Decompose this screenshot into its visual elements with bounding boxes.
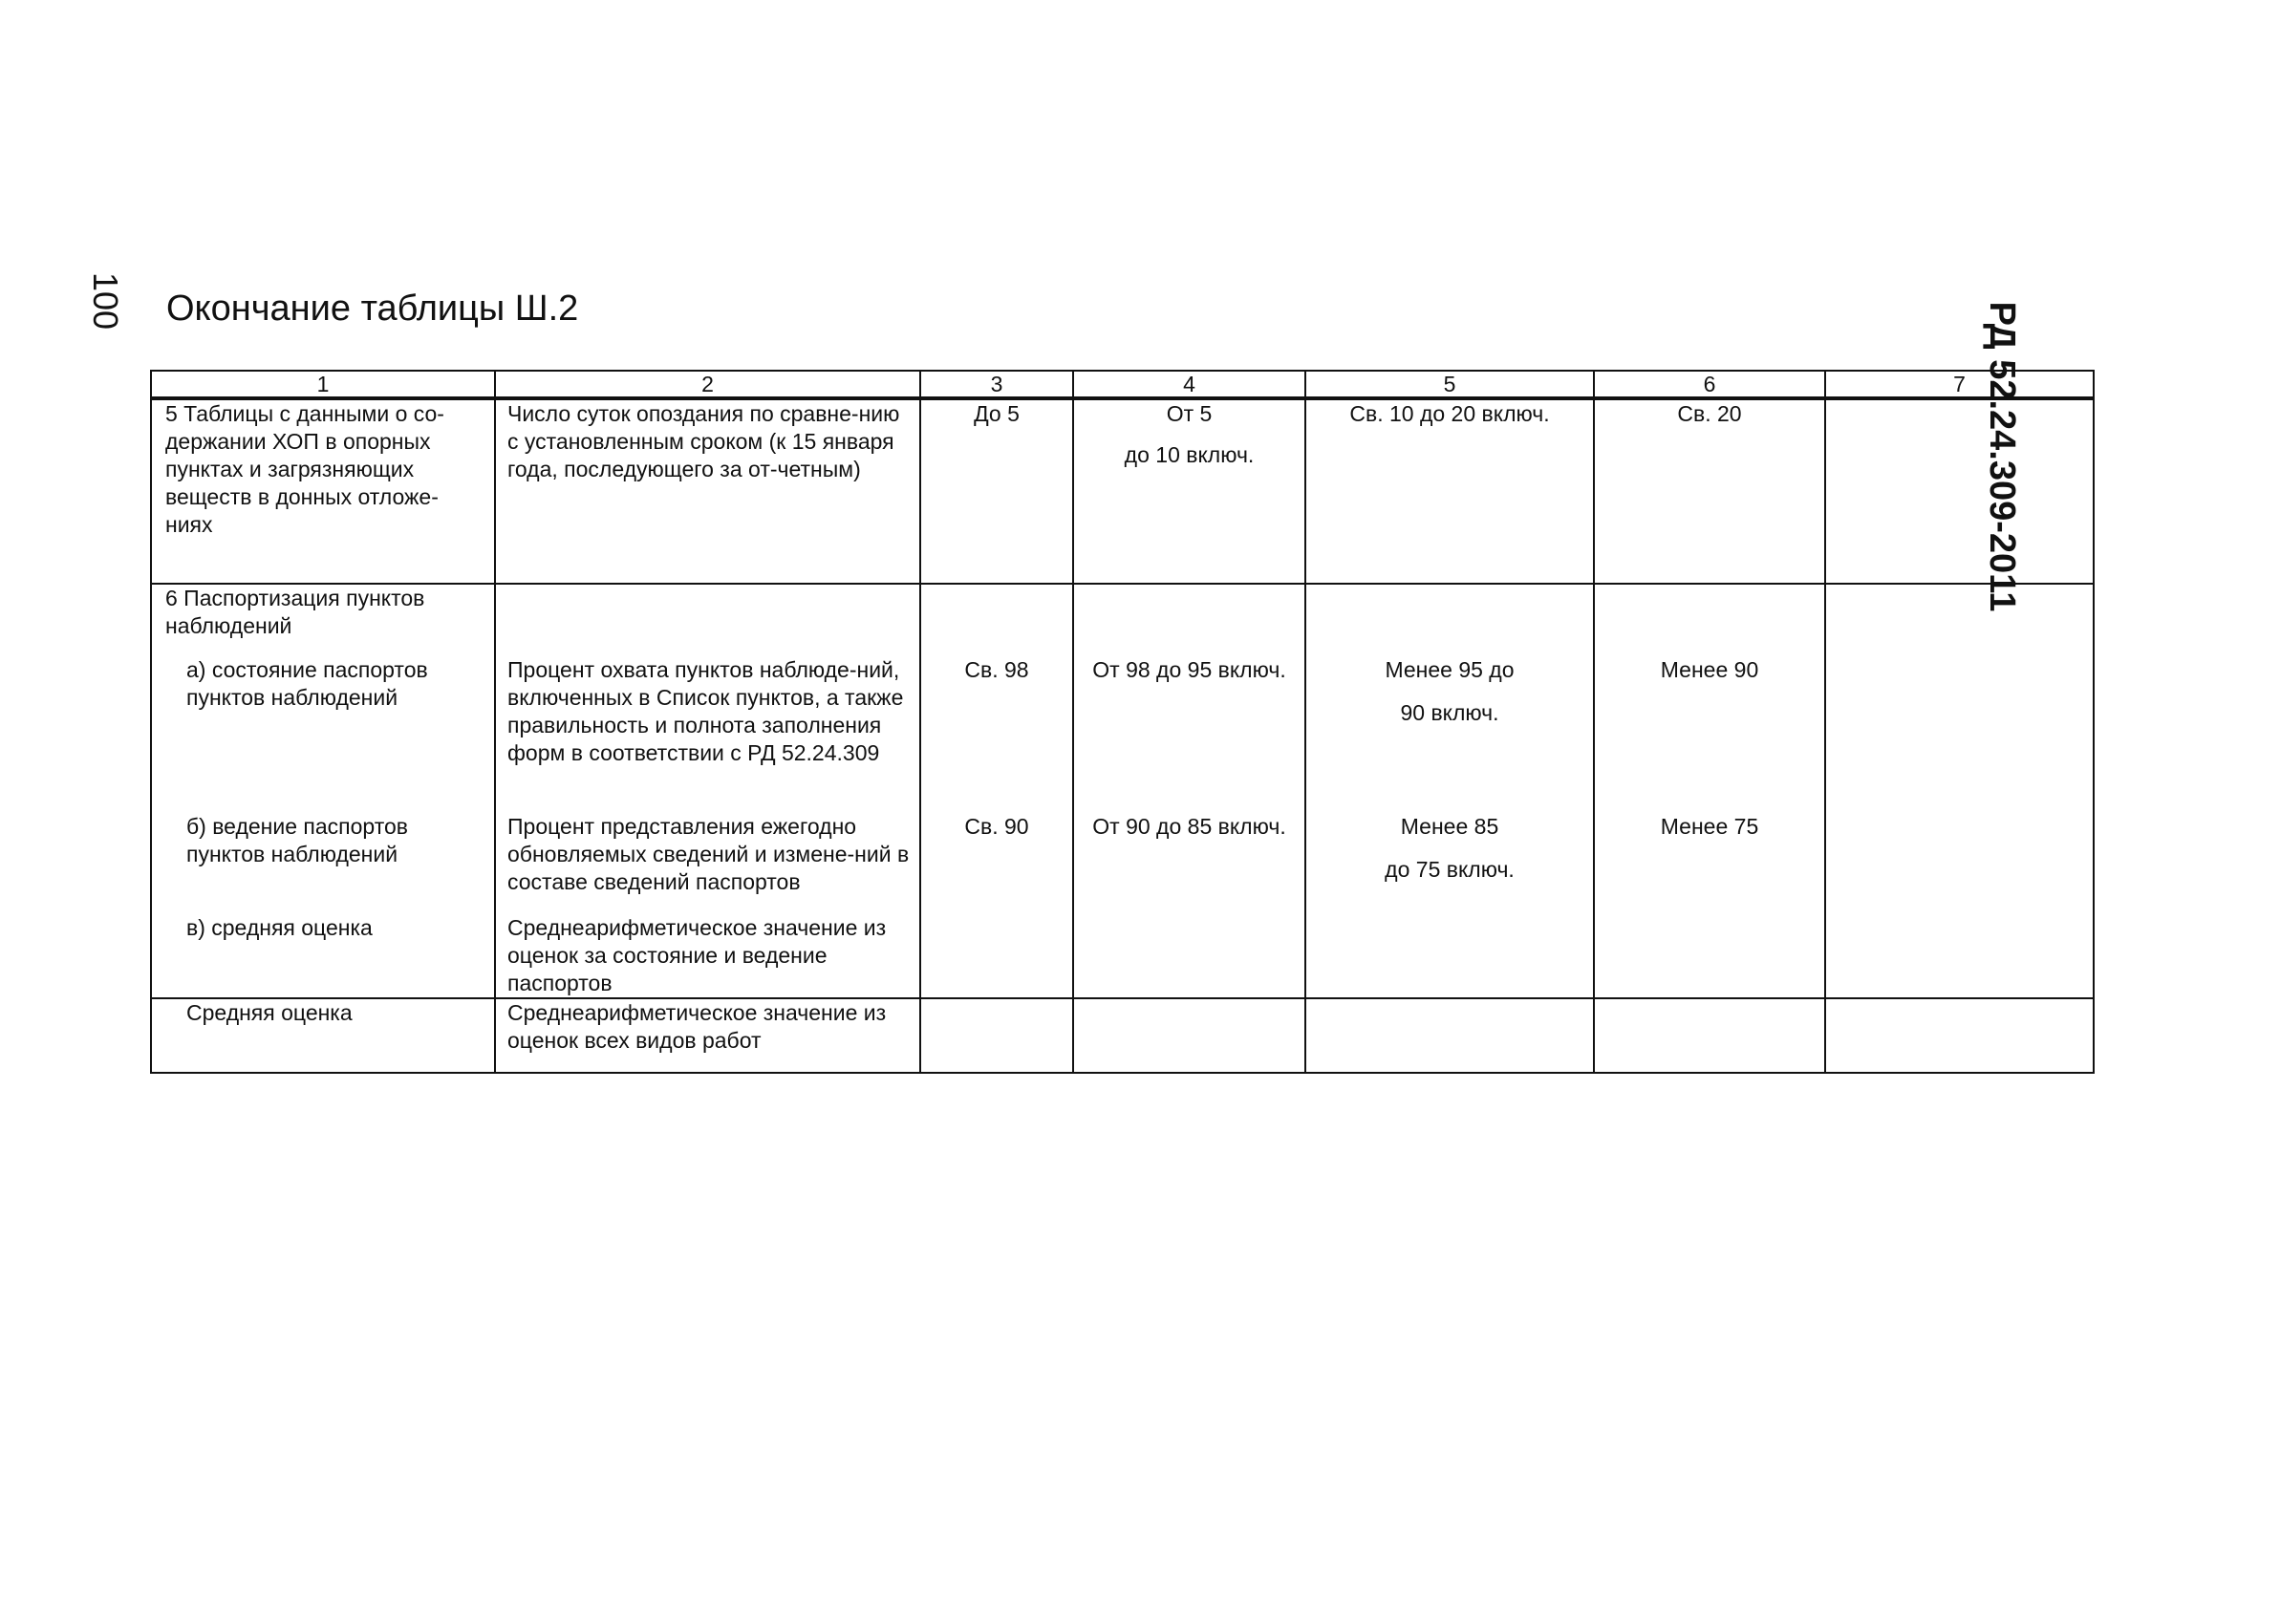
empty-cell xyxy=(1305,584,1594,656)
row-label: Средняя оценка xyxy=(151,998,495,1073)
column-number-row xyxy=(151,371,2094,398)
empty-cell xyxy=(1073,584,1305,656)
value-cell xyxy=(1305,813,1594,914)
column-number: 6 xyxy=(1594,371,1825,398)
value-cell: Св. 90 xyxy=(920,813,1073,914)
value-cell xyxy=(1825,398,2094,584)
value-line: От 5 xyxy=(1166,401,1213,426)
empty-cell xyxy=(495,584,920,656)
value-cell: Св. 10 до 20 включ. xyxy=(1305,398,1594,584)
value-cell xyxy=(1825,813,2094,914)
value-line: до 75 включ. xyxy=(1385,857,1515,882)
value-line: Менее 85 xyxy=(1400,814,1499,839)
value-line: 90 включ. xyxy=(1400,700,1499,725)
table-row xyxy=(151,656,2094,813)
value-cell: Менее 75 xyxy=(1594,813,1825,914)
row-label: а) состояние паспортов пунктов наблюдений xyxy=(151,656,495,813)
value-cell xyxy=(1305,656,1594,813)
value-cell xyxy=(1825,656,2094,813)
empty-cell xyxy=(1305,998,1594,1073)
empty-cell xyxy=(1594,998,1825,1073)
row-label: 5 Таблицы с данными о со-держании ХОП в опорных пунктах и загрязняющих веществ в донных отложе-ниях xyxy=(151,398,495,584)
row-criterion: Процент охвата пунктов наблюде-ний, включенных в Список пунктов, а также правильность и полнота заполнения форм в соответствии с РД 52.24.309 xyxy=(495,656,920,813)
criteria-table xyxy=(150,370,2095,1074)
column-number: 3 xyxy=(920,371,1073,398)
row-criterion: Среднеарифметическое значение из оценок за состояние и ведение паспортов xyxy=(495,914,920,998)
row-label: 6 Паспортизация пунктов наблюдений xyxy=(151,584,495,656)
row-criterion: Среднеарифметическое значение из оценок всех видов работ xyxy=(495,998,920,1073)
table-row xyxy=(151,914,2094,998)
empty-cell xyxy=(1825,998,2094,1073)
table-row xyxy=(151,998,2094,1073)
column-number: 2 xyxy=(495,371,920,398)
empty-cell xyxy=(1305,914,1594,998)
empty-cell xyxy=(1594,584,1825,656)
row-label: в) средняя оценка xyxy=(151,914,495,998)
value-line: Менее 95 до xyxy=(1385,657,1515,682)
column-number: 1 xyxy=(151,371,495,398)
table-row xyxy=(151,584,2094,656)
value-cell: Св. 20 xyxy=(1594,398,1825,584)
value-cell xyxy=(1073,398,1305,584)
value-cell: От 98 до 95 включ. xyxy=(1073,656,1305,813)
page-number: 100 xyxy=(86,271,125,331)
value-line: до 10 включ. xyxy=(1124,442,1255,467)
empty-cell xyxy=(1825,584,2094,656)
row-criterion: Число суток опоздания по сравне-нию с установленным сроком (к 15 января года, последующего за от-четным) xyxy=(495,398,920,584)
value-cell: Менее 90 xyxy=(1594,656,1825,813)
empty-cell xyxy=(1073,914,1305,998)
empty-cell xyxy=(1825,914,2094,998)
row-label: б) ведение паспортов пунктов наблюдений xyxy=(151,813,495,914)
value-cell: От 90 до 85 включ. xyxy=(1073,813,1305,914)
document-code: РД 52.24.309-2011 xyxy=(1982,301,2022,612)
column-number: 4 xyxy=(1073,371,1305,398)
empty-cell xyxy=(920,584,1073,656)
empty-cell xyxy=(920,998,1073,1073)
column-number: 7 xyxy=(1825,371,2094,398)
empty-cell xyxy=(1594,914,1825,998)
column-number: 5 xyxy=(1305,371,1594,398)
table-caption: Окончание таблицы Ш.2 xyxy=(166,288,579,329)
table-row xyxy=(151,398,2094,584)
value-cell: Св. 98 xyxy=(920,656,1073,813)
empty-cell xyxy=(920,914,1073,998)
value-cell: До 5 xyxy=(920,398,1073,584)
table-row xyxy=(151,813,2094,914)
empty-cell xyxy=(1073,998,1305,1073)
row-criterion: Процент представления ежегодно обновляемых сведений и измене-ний в составе сведений паспортов xyxy=(495,813,920,914)
